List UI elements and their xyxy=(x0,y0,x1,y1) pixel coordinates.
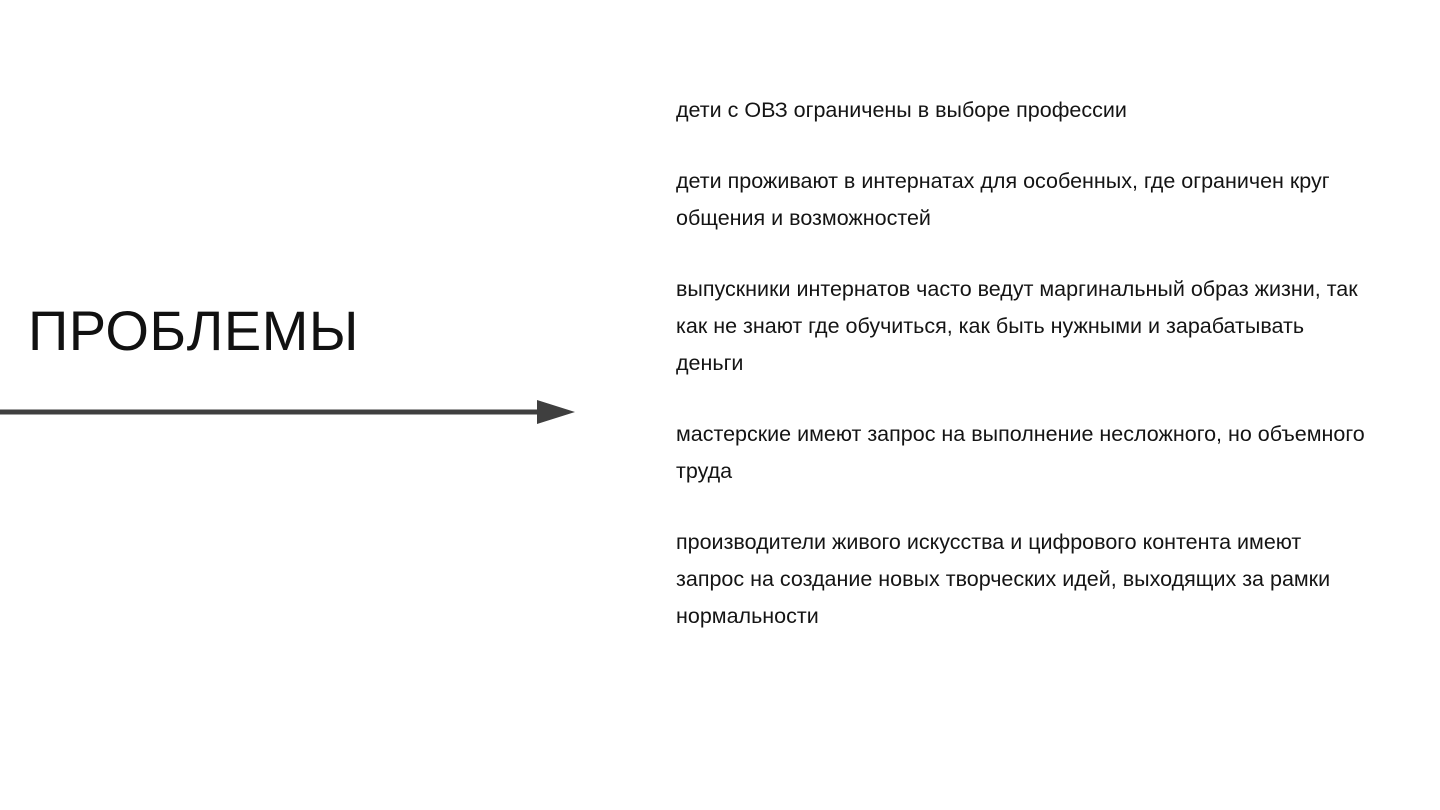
title-block xyxy=(0,300,640,362)
right-arrow-icon xyxy=(0,396,580,428)
list-item: выпускники интернатов часто ведут маргинальный образ жизни, так как не знают где обучиться, как быть нужными и зарабатывать деньги xyxy=(676,276,1358,375)
list-item: дети проживают в интернатах для особенных, где ограничен круг общения и возможностей xyxy=(676,168,1330,230)
list-item: дети с ОВЗ ограничены в выборе профессии xyxy=(676,98,1127,122)
arrow-graphic xyxy=(0,396,580,428)
page-title: ПРОБЛЕМЫ xyxy=(28,299,360,362)
list-item: производители живого искусства и цифрового контента имеют запрос на создание новых творческих идей, выходящих за рамки нормальности xyxy=(676,529,1331,628)
problems-list xyxy=(676,92,1366,635)
list-item: мастерские имеют запрос на выполнение несложного, но объемного труда xyxy=(676,421,1365,483)
